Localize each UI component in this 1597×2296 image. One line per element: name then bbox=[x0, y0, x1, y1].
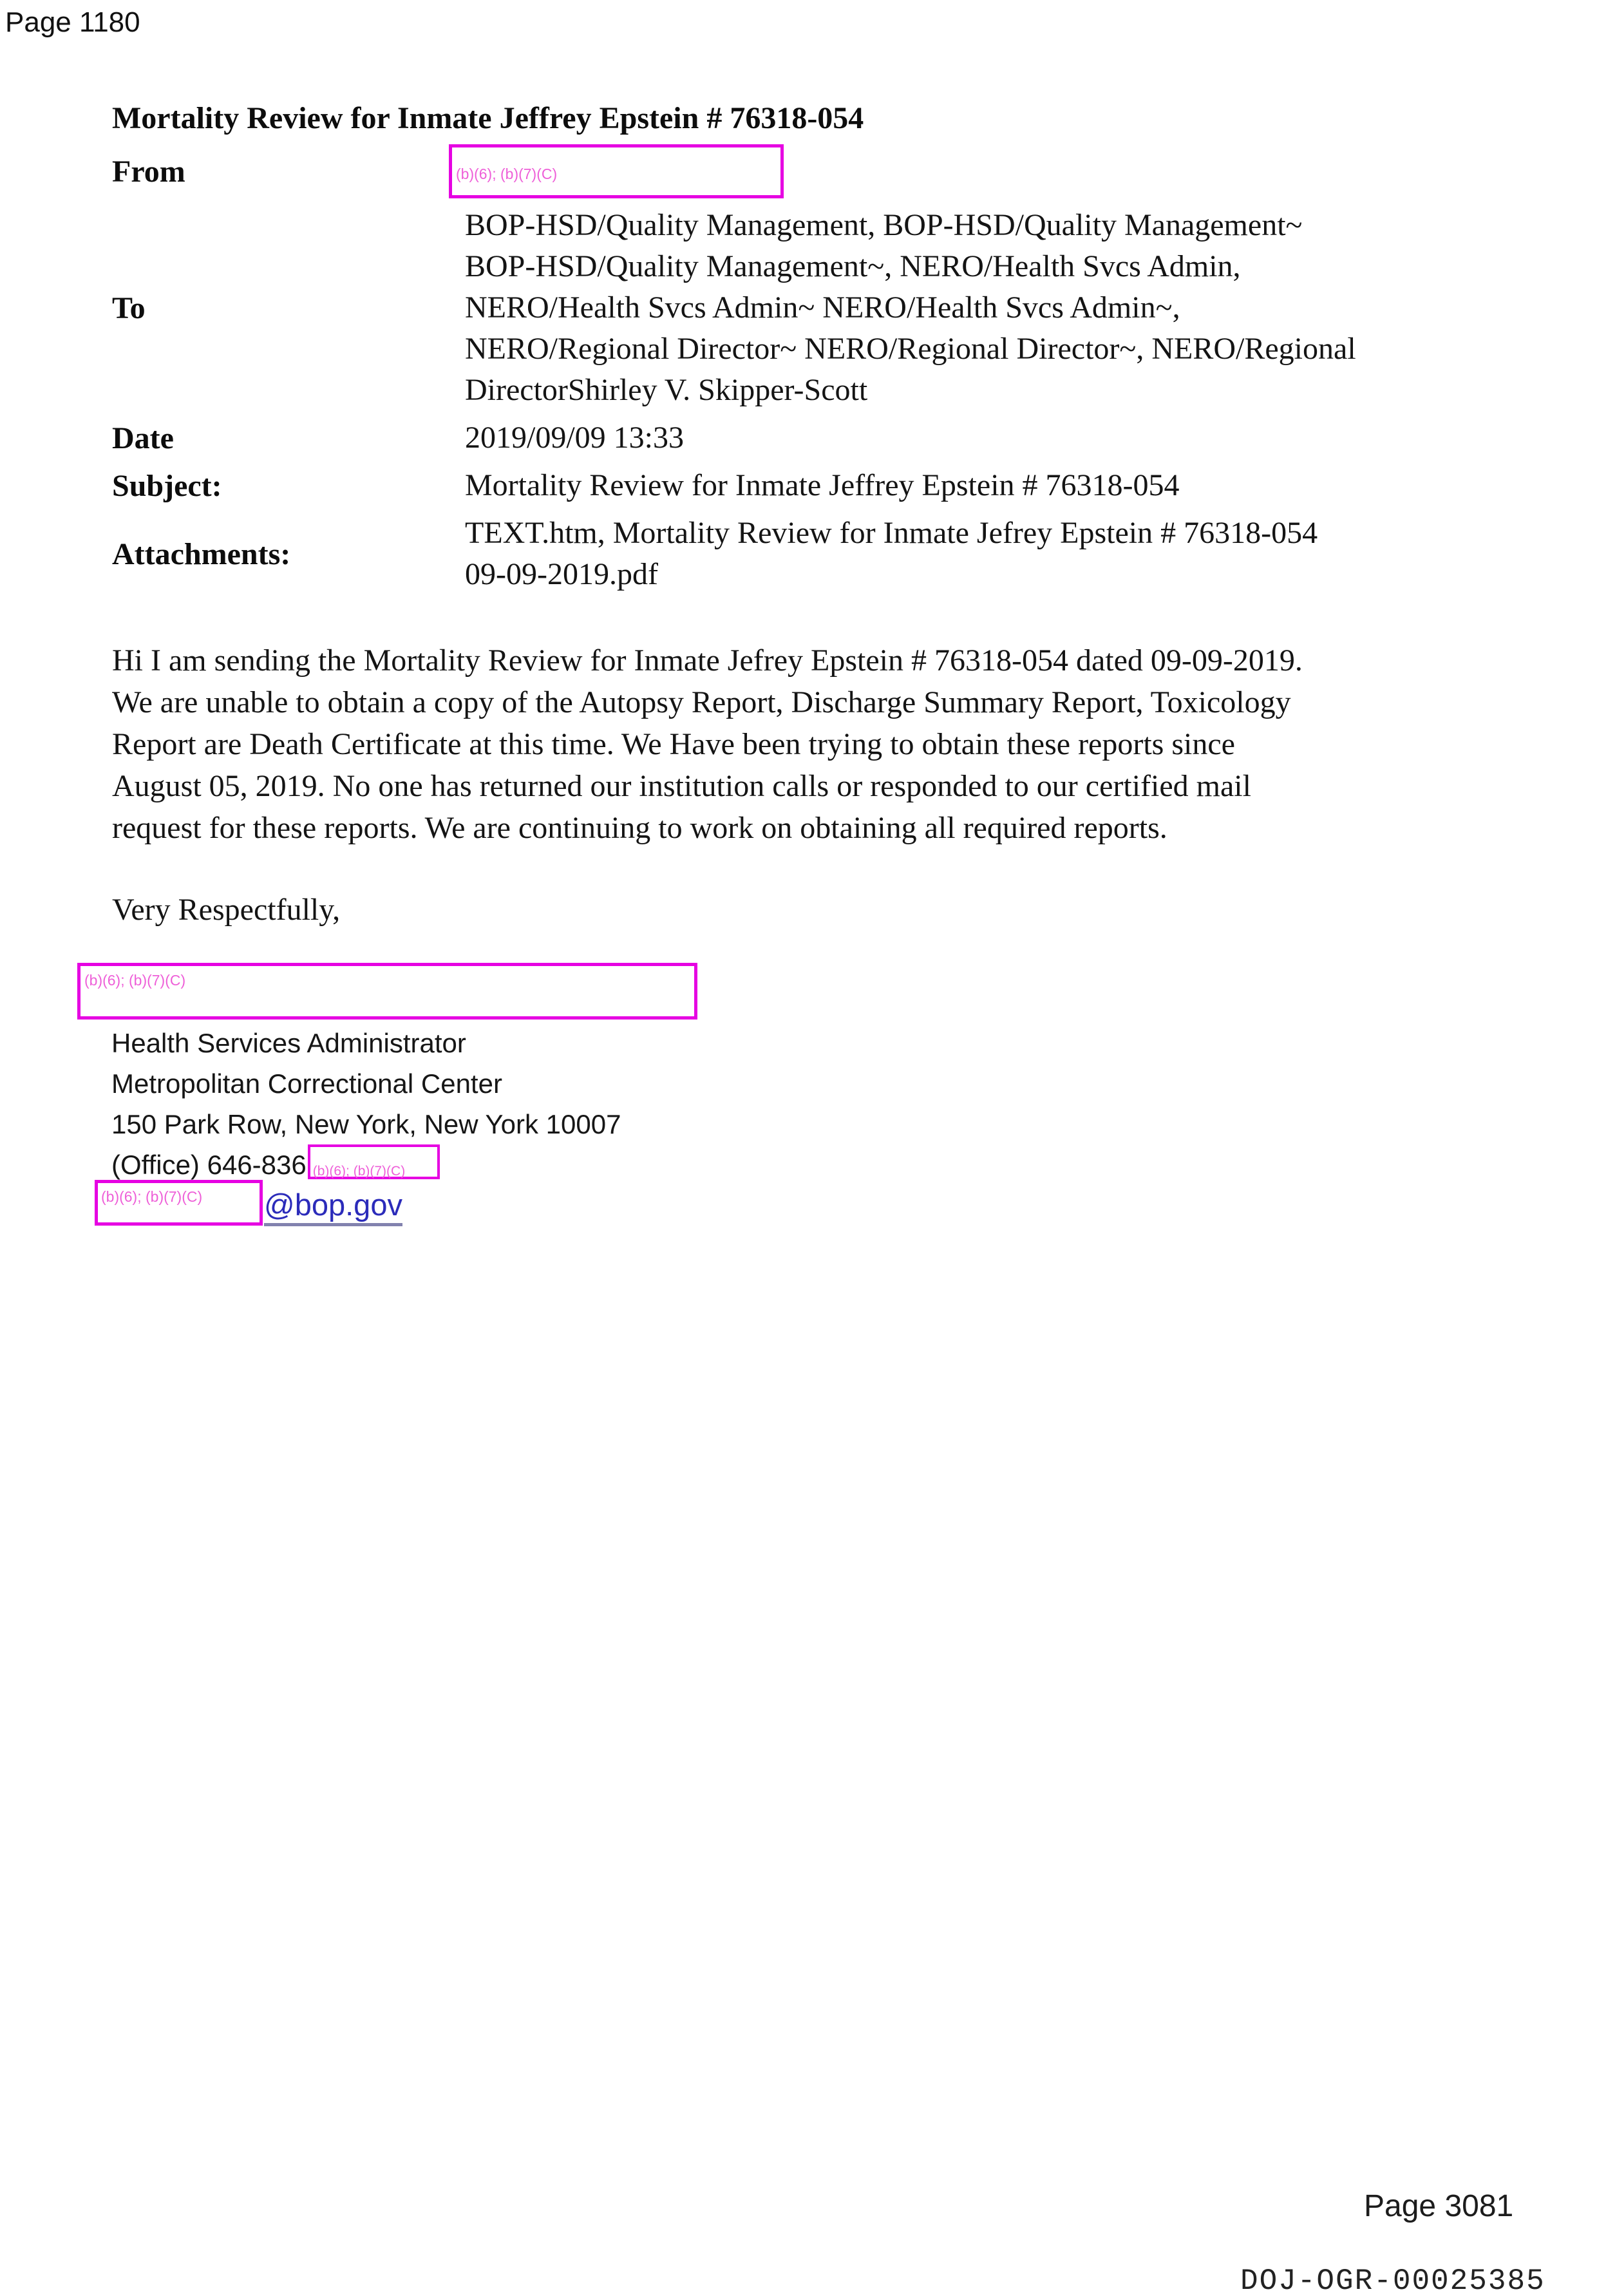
attachment-value-line: 09-09-2019.pdf bbox=[465, 557, 658, 591]
redaction-box-signature-name bbox=[77, 963, 697, 1020]
signature-office-phone-line bbox=[111, 1144, 621, 1185]
to-value-line: BOP-HSD/Quality Management, BOP-HSD/Quality Management~ bbox=[465, 208, 1303, 242]
body-line: We are unable to obtain a copy of the Autopsy Report, Discharge Summary Report, Toxicology bbox=[112, 685, 1291, 719]
to-value-line: NERO/Regional Director~ NERO/Regional Director~, NERO/Regional bbox=[465, 332, 1356, 366]
to-value bbox=[465, 205, 1356, 411]
attachment-value-line: TEXT.htm, Mortality Review for Inmate Jefrey Epstein # 76318-054 bbox=[465, 516, 1318, 550]
date-label: Date bbox=[112, 421, 174, 455]
signature-block bbox=[111, 1023, 621, 1185]
body-line: request for these reports. We are continuing to work on obtaining all required reports. bbox=[112, 811, 1167, 845]
from-value bbox=[456, 144, 784, 198]
field-row-attachments bbox=[112, 513, 1509, 595]
email-closing: Very Respectfully, bbox=[112, 893, 341, 927]
to-value-line: DirectorShirley V. Skipper-Scott bbox=[465, 373, 868, 407]
redaction-box-from bbox=[449, 144, 784, 198]
body-line: Report are Death Certificate at this time. We Have been trying to obtain these reports since bbox=[112, 727, 1235, 761]
field-row-from bbox=[112, 144, 1509, 198]
redaction-box-email-user bbox=[95, 1180, 263, 1226]
attachments-value bbox=[465, 513, 1318, 595]
pdf-page-corner-label: Page 1180 bbox=[5, 6, 140, 38]
field-row-date bbox=[112, 417, 1509, 459]
redaction-box-office-phone bbox=[308, 1144, 440, 1179]
date-value: 2019/09/09 13:33 bbox=[465, 421, 685, 455]
email-domain-link[interactable]: @bop.gov bbox=[264, 1187, 402, 1226]
subject-value: Mortality Review for Inmate Jeffrey Epstein # 76318-054 bbox=[465, 468, 1180, 502]
to-value-line: NERO/Health Svcs Admin~ NERO/Health Svcs Admin~, bbox=[465, 290, 1180, 325]
field-row-to bbox=[112, 205, 1509, 411]
body-line: Hi I am sending the Mortality Review for Inmate Jefrey Epstein # 76318-054 dated 09-09-2019. bbox=[112, 643, 1303, 678]
redaction-exemption-label: (b)(6); (b)(7)(C) bbox=[456, 166, 558, 182]
attachments-label: Attachments: bbox=[112, 536, 291, 571]
signature-job-title: Health Services Administrator bbox=[111, 1028, 466, 1058]
redaction-exemption-label: (b)(6); (b)(7)(C) bbox=[312, 1164, 406, 1179]
email-body bbox=[112, 640, 1303, 849]
to-value-line: BOP-HSD/Quality Management~, NERO/Health Svcs Admin, bbox=[465, 249, 1241, 283]
signature-address: 150 Park Row, New York, New York 10007 bbox=[111, 1109, 621, 1139]
bates-stamp-number: DOJ-OGR-00025385 bbox=[1240, 2264, 1545, 2296]
email-subject-title: Mortality Review for Inmate Jeffrey Epstein # 76318-054 bbox=[112, 101, 864, 135]
signature-organization: Metropolitan Correctional Center bbox=[111, 1068, 502, 1099]
redaction-exemption-label: (b)(6); (b)(7)(C) bbox=[101, 1188, 203, 1205]
to-label: To bbox=[112, 290, 146, 325]
redaction-exemption-label: (b)(6); (b)(7)(C) bbox=[84, 972, 186, 989]
office-phone-prefix: (Office) 646-836 bbox=[111, 1150, 307, 1180]
document-footer-page-number: Page 3081 bbox=[1364, 2189, 1514, 2223]
from-label: From bbox=[112, 154, 185, 189]
body-line: August 05, 2019. No one has returned our institution calls or responded to our certified mail bbox=[112, 769, 1251, 803]
field-row-subject bbox=[112, 465, 1509, 506]
email-header-fields bbox=[112, 144, 1509, 602]
subject-label: Subject: bbox=[112, 468, 222, 503]
